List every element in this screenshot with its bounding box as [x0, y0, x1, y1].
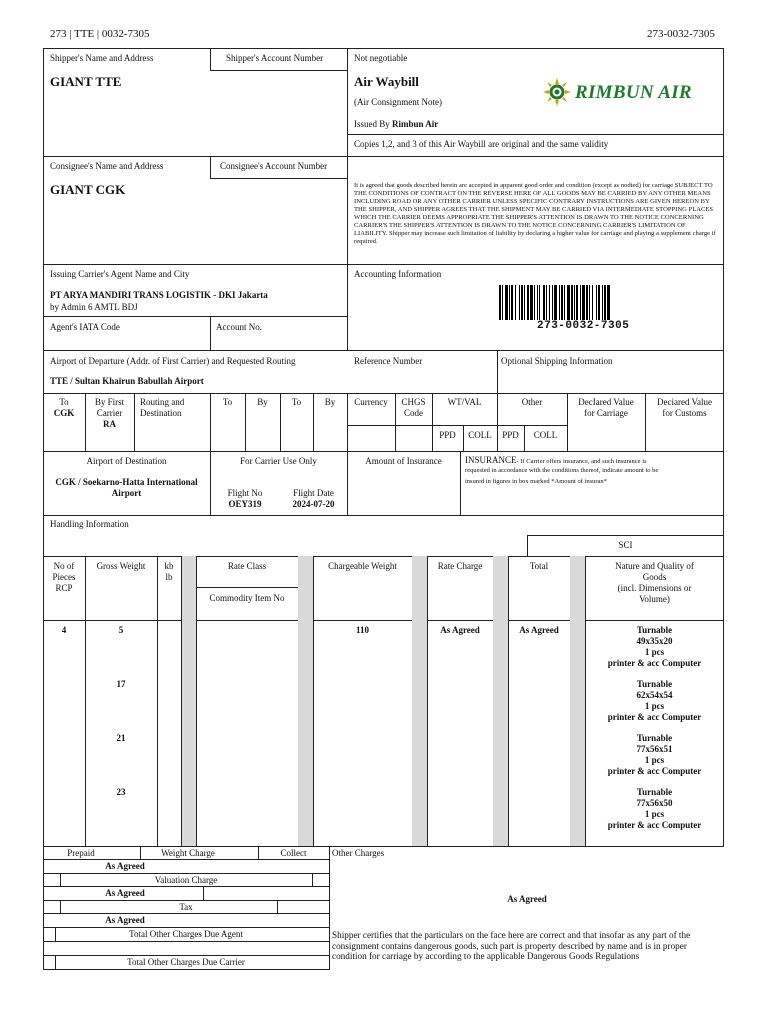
item-dimensions: 77x56x51: [636, 744, 673, 754]
item-name: Turnable: [636, 787, 673, 797]
item-description: printer & acc Computer: [607, 712, 702, 722]
item-name: Turnable: [636, 625, 673, 635]
routing-destination-label-1: Routing and: [140, 397, 185, 407]
wt-val-label: WT/VAL: [447, 397, 482, 407]
wtval-coll: COLL: [468, 430, 492, 440]
header-awb-code: 273 | TTE | 0032-7305: [50, 28, 150, 40]
waybill-subtitle: (Air Consignment Note): [354, 97, 442, 107]
agent-name: PT ARYA MANDIRI TRANS LOGISTIK - DKI Jakarta: [50, 290, 268, 300]
item-description: printer & acc Computer: [607, 658, 702, 668]
departure-label: Airport of Departure (Addr. of First Carrier) and Requested Routing: [50, 356, 296, 366]
declared-carriage-label-2: for Carriage: [584, 408, 628, 418]
pieces-header-1: No of: [53, 561, 75, 571]
header-awb-number: 273-0032-7305: [647, 28, 715, 40]
routing-to-label: To: [59, 397, 69, 407]
sun-emblem-icon: [542, 77, 572, 107]
commodity-item-header: Commodity Item No: [209, 593, 285, 603]
valuation-charge-value: As Agreed: [105, 888, 145, 898]
not-negotiable-label: Not negotiable: [354, 53, 408, 63]
nature-header-2: Goods: [642, 572, 667, 582]
insurance-text-1: - If Carrier offers insurance, and such insurance is: [516, 458, 647, 465]
rate-charge-header: Rate Charge: [437, 561, 483, 571]
consignee-name: GIANT CGK: [50, 182, 126, 197]
item-dimensions: 62x54x54: [636, 690, 673, 700]
barcode: [497, 285, 662, 320]
nature-header-3: (incl. Dimensions or: [617, 583, 692, 593]
agent-by: by Admin 6 AMTL BDJ: [50, 302, 138, 312]
other-charges-label: Other Charges: [332, 848, 385, 858]
flight-date-value: 2024-07-20: [292, 499, 335, 509]
conditions-of-contract-text: It is agreed that goods described herein are accepted in apparent good order and condition (except as nodted) for carriage SUBJECT TO THE CONDITIONS OF CONTRACT ON THE REVERSE HERE OF ALL GOODS MAY BE CARRIED BY ANY OTHER MEANS INCLUDING ROAD OR ANY OTHER CARRIER UNLESS SPECIFIC CONTRARY INSTRUCTIONS ARE GIVEN HEREON BY THE SHIPPER, AND SHIPPER AGREES THAT THE SHIPMENT MAY BE CARRIED VIA INTERMEDIATE STOPPING PLACES WHICH THE CARRIER DEEMS APPROPRIATE THE SHIPPER'S ATTENTION IS DRAWN TO THE NOTICE CONCERNING CARRIER'S THE SHIPPER'S ATTENTION IS DRAWN TO THE NOTICE CONCERNING CARRIER'S LIMITATION OF LIABILITY. Shipper may increase such limitation of liability by declaring a higher value for carriage and playing a supplement charge if required.: [354, 182, 716, 246]
agent-label: Issuing Carrier's Agent Name and City: [50, 269, 190, 279]
item-description: printer & acc Computer: [607, 820, 702, 830]
shipper-certification-text: Shipper certifies that the particulars on the face here are correct and that insofar as any part of the consignment contains dangerous goods, such part is property described by name and is in proper condition for carriage by according to the applicable Dangerous Goods Regulations: [332, 930, 691, 962]
insurance-amount-label: Amount of Insurance: [365, 456, 442, 466]
rimbun-air-logo: [542, 76, 702, 110]
routing-by-2: By: [257, 397, 268, 407]
destination-value-1: CGK / Soekarno-Hatta International: [55, 477, 198, 487]
insurance-text-3: insured in figures in box marked *Amount of insuran*: [465, 478, 607, 485]
optional-shipping-label: Optional Shipping Information: [501, 356, 613, 366]
flight-no-value: OEY319: [228, 499, 262, 509]
item-weight: 21: [116, 733, 126, 743]
item-name: Turnable: [636, 733, 673, 743]
shipper-account-label: Shipper's Account Number: [226, 53, 324, 63]
routing-by-3: By: [324, 397, 336, 407]
barcode-text: 273-0032-7305: [537, 320, 630, 332]
consignee-name-label: Consignee's Name and Address: [50, 161, 164, 171]
issued-by-prefix: Issued By: [354, 119, 390, 129]
item-quantity: 1 pcs: [644, 647, 665, 657]
total-due-agent-label: Total Other Charges Due Agent: [129, 929, 243, 939]
item-quantity: 1 pcs: [644, 809, 665, 819]
declared-customs-label-2: for Customs: [662, 408, 707, 418]
rate-charge-value: As Agreed: [440, 625, 480, 635]
issued-by: [354, 120, 438, 130]
pieces-value: 4: [61, 625, 67, 635]
other-ppd: PPD: [502, 430, 519, 440]
chgs-code-label-1: CHGS: [401, 397, 426, 407]
other-charges-value: As Agreed: [507, 894, 547, 904]
barcode-bars: [497, 285, 662, 320]
kb-header: kb: [164, 561, 174, 571]
prepaid-label: Prepaid: [67, 848, 95, 858]
total-value: As Agreed: [519, 625, 559, 635]
chargeable-weight-header: Chargeable Weight: [328, 561, 397, 571]
routing-to-3: To: [291, 397, 302, 407]
routing-destination-label-2: Destination: [140, 408, 182, 418]
logo-text: RIMBUN AIR: [575, 82, 692, 103]
item-quantity: 1 pcs: [644, 755, 665, 765]
shipper-name-label: Shipper's Name and Address: [50, 53, 154, 63]
first-carrier-value: RA: [103, 419, 116, 429]
copies-note: Copies 1,2, and 3 of this Air Waybill are original and the same validity: [354, 139, 609, 149]
gross-weight-header: Gross Weight: [96, 561, 146, 571]
pieces-header-3: RCP: [55, 583, 73, 593]
total-due-carrier-label: Total Other Charges Due Carrier: [127, 957, 245, 967]
tax-value: As Agreed: [105, 915, 145, 925]
item-name: Turnable: [636, 679, 673, 689]
lb-header: lb: [165, 572, 173, 582]
item-weight: 23: [116, 787, 126, 797]
shipper-name: GIANT TTE: [50, 74, 122, 89]
accounting-label: Accounting Information: [354, 269, 442, 279]
item-quantity: 1 pcs: [644, 701, 665, 711]
other-label: Other: [521, 397, 543, 407]
waybill-title: Air Waybill: [354, 74, 419, 89]
sci-label: SCI: [618, 540, 633, 550]
routing-to-value: CGK: [53, 408, 75, 418]
flight-date-label: Flight Date: [293, 488, 334, 498]
item-weight: 5: [118, 625, 124, 635]
rate-class-header: Rate Class: [227, 561, 267, 571]
tax-label: Tax: [179, 902, 193, 912]
insurance-title: INSURANCE: [465, 455, 517, 465]
departure-airport: TTE / Sultan Khairun Babullah Airport: [50, 376, 204, 386]
item-dimensions: 49x35x20: [636, 636, 673, 646]
account-no-label: Account No.: [216, 322, 262, 332]
pieces-header-2: Pieces: [52, 572, 76, 582]
chargeable-weight-value: 110: [355, 625, 369, 635]
other-coll: COLL: [533, 430, 558, 440]
agent-iata-label: Agent's IATA Code: [50, 322, 120, 332]
flight-no-label: Flight No: [227, 488, 263, 498]
insurance-text-2: requested in accordance with the conditions thereof, indicate amount to be: [465, 467, 659, 474]
collect-label: Collect: [280, 848, 307, 858]
declared-carriage-label-1: DecIared Value: [578, 397, 634, 407]
wtval-ppd: PPD: [439, 430, 456, 440]
weight-charge-label: Weight Charge: [161, 848, 215, 858]
nature-header-4: Volume): [639, 594, 670, 604]
routing-to-2: To: [222, 397, 233, 407]
declared-customs-label-1: Deciared Value: [656, 397, 713, 407]
weight-charge-value: As Agreed: [105, 861, 145, 871]
first-carrier-label-1: By First: [94, 397, 125, 407]
destination-value-2: Airport: [111, 488, 142, 498]
item-dimensions: 77x56x50: [636, 798, 673, 808]
destination-label: Airport of Destination: [86, 456, 167, 466]
consignee-account-label: Consignee's Account Number: [220, 161, 328, 171]
issued-by-carrier: Rimbun Air: [392, 119, 439, 129]
handling-label: Handling Information: [50, 519, 129, 529]
item-weight: 17: [116, 679, 126, 689]
item-description: printer & acc Computer: [607, 766, 702, 776]
total-header: Total: [529, 561, 549, 571]
carrier-use-only-label: For Carrier Use Only: [240, 456, 317, 466]
chgs-code-label-2: Code: [404, 408, 423, 418]
currency-label: Currency: [354, 397, 388, 407]
nature-header-1: Nature and Quality of: [615, 561, 694, 571]
insurance-title-line: [465, 456, 647, 466]
valuation-charge-label: Valuation Charge: [154, 875, 218, 885]
first-carrier-label-2: Carrier: [96, 408, 123, 418]
reference-number-label: Reference Number: [354, 356, 423, 366]
